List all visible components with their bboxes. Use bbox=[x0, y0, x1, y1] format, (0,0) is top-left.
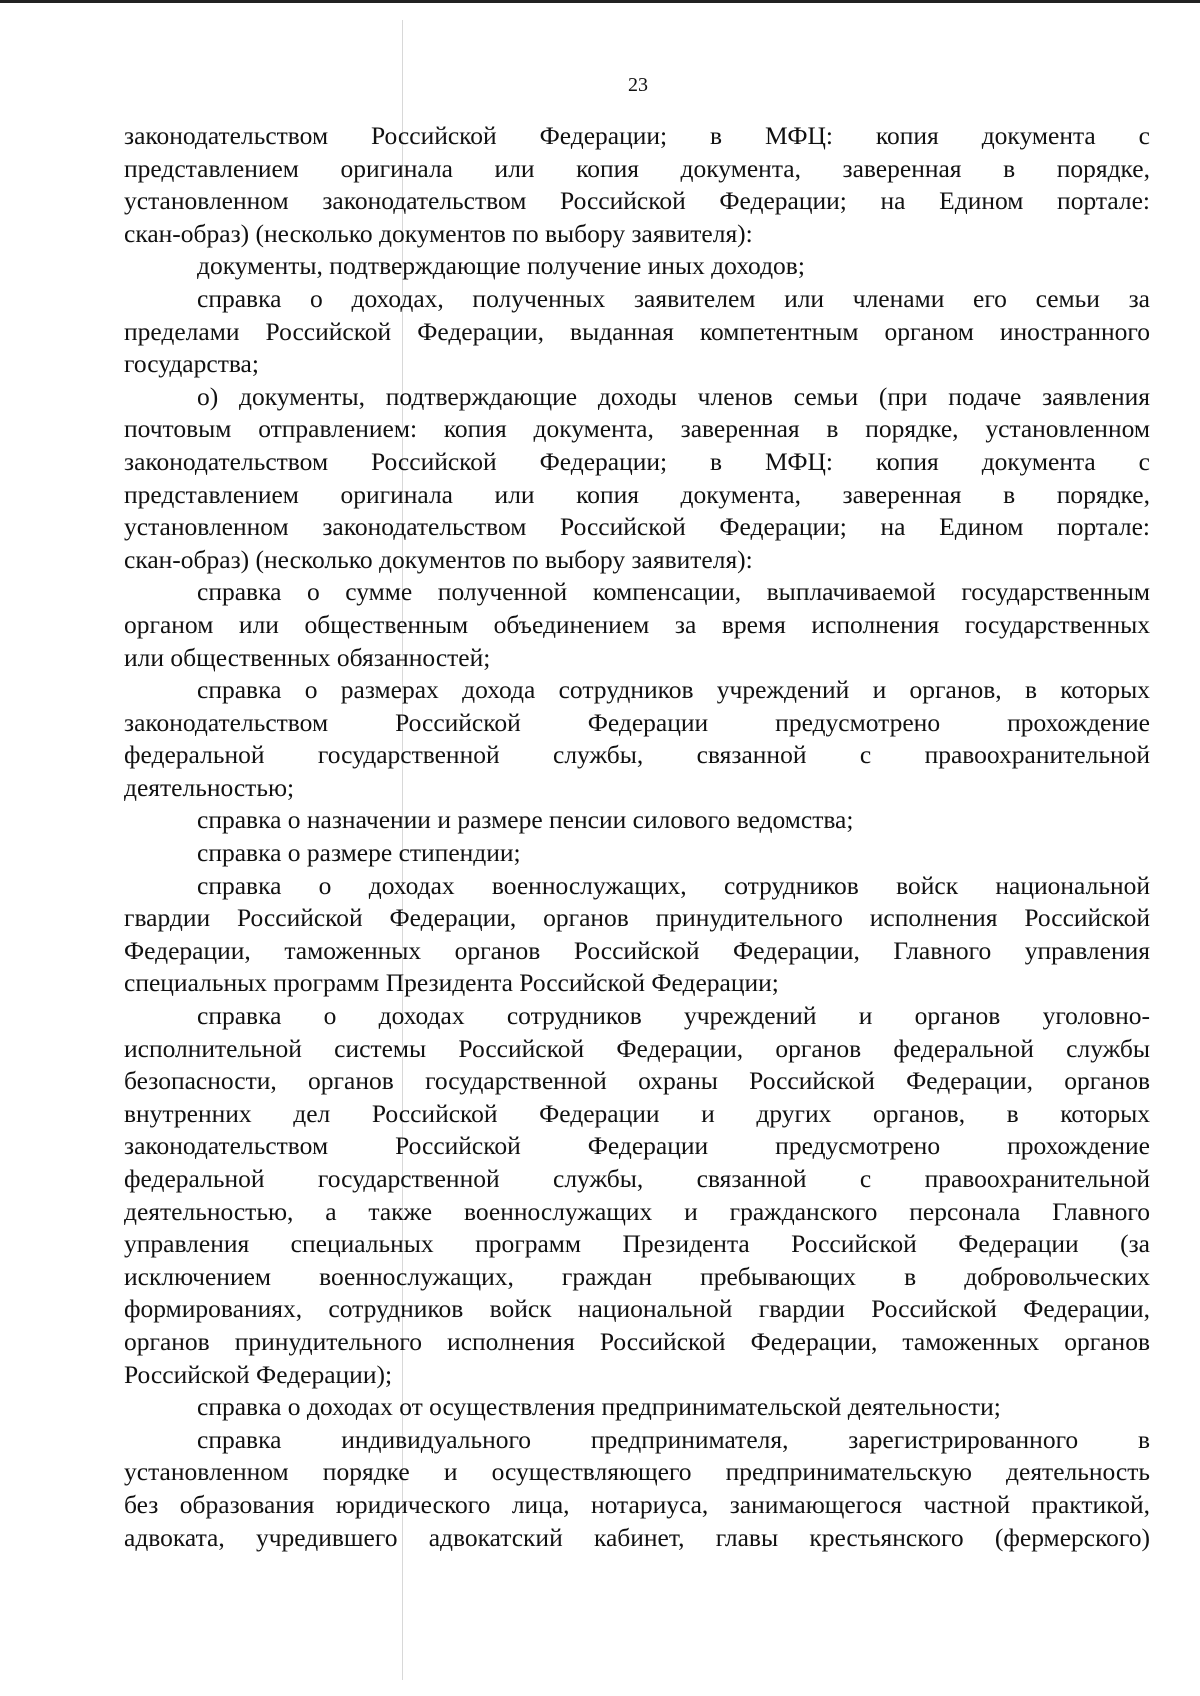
paragraph bbox=[124, 804, 1150, 837]
paragraph bbox=[124, 1424, 1150, 1554]
top-border-rule bbox=[0, 0, 1200, 3]
page-number: 23 bbox=[628, 74, 648, 96]
text-line: формированиях, сотрудников войск национальной гвардии Российской Федерации, bbox=[124, 1294, 1150, 1324]
paragraph bbox=[124, 870, 1150, 1000]
text-line: справка о доходах сотрудников учреждений и органов уголовно- bbox=[197, 1001, 1150, 1031]
paragraph bbox=[124, 576, 1150, 674]
text-line: внутренних дел Российской Федерации и других органов, в которых bbox=[124, 1098, 1150, 1128]
text-line: управления специальных программ Президента Российской Федерации (за bbox=[124, 1229, 1150, 1259]
text-line: исполнительной системы Российской Федерации, органов федеральной службы bbox=[124, 1033, 1150, 1063]
text-line: справка о сумме полученной компенсации, выплачиваемой государственным bbox=[197, 577, 1150, 607]
paragraph bbox=[124, 120, 1150, 250]
text-line: без образования юридического лица, нотариуса, занимающегося частной практикой, bbox=[124, 1489, 1150, 1519]
text-line: справка о размерах дохода сотрудников учреждений и органов, в которых bbox=[197, 675, 1150, 705]
text-line: представлением оригинала или копия документа, заверенная в порядке, bbox=[124, 479, 1150, 509]
paragraph bbox=[124, 381, 1150, 577]
text-line: скан-образ) (несколько документов по выбору заявителя): bbox=[124, 218, 753, 248]
text-line: гвардии Российской Федерации, органов принудительного исполнения Российской bbox=[124, 903, 1150, 933]
text-line: пределами Российской Федерации, выданная компетентным органом иностранного bbox=[124, 316, 1150, 346]
text-line: органом или общественным объединением за время исполнения государственных bbox=[124, 609, 1150, 639]
paragraph bbox=[124, 837, 1150, 870]
text-line: почтовым отправлением: копия документа, заверенная в порядке, установленном bbox=[124, 414, 1150, 444]
text-line: деятельностью, а также военнослужащих и гражданского персонала Главного bbox=[124, 1196, 1150, 1226]
paragraph bbox=[124, 1391, 1150, 1424]
text-line: установленном порядке и осуществляющего предпринимательскую деятельность bbox=[124, 1457, 1150, 1487]
text-line: установленном законодательством Российской Федерации; на Едином портале: bbox=[124, 186, 1150, 216]
text-line: специальных программ Президента Российской Федерации; bbox=[124, 968, 779, 998]
text-line: или общественных обязанностей; bbox=[124, 642, 491, 672]
text-line: федеральной государственной службы, связанной с правоохранительной bbox=[124, 1164, 1150, 1193]
text-line: законодательством Российской Федерации предусмотрено прохождение bbox=[124, 707, 1150, 737]
text-line: скан-образ) (несколько документов по выбору заявителя): bbox=[124, 544, 753, 574]
paragraph bbox=[124, 674, 1150, 804]
text-line: Российской Федерации); bbox=[124, 1359, 393, 1389]
text-line: законодательством Российской Федерации; в МФЦ: копия документа с bbox=[124, 121, 1150, 150]
text-line: безопасности, органов государственной охраны Российской Федерации, органов bbox=[124, 1066, 1150, 1096]
text-line: законодательством Российской Федерации предусмотрено прохождение bbox=[124, 1131, 1150, 1161]
text-line: Федерации, таможенных органов Российской Федерации, Главного управления bbox=[124, 935, 1150, 965]
text-line: справка о назначении и размере пенсии силового ведомства; bbox=[197, 805, 854, 835]
text-line: справка о размере стипендии; bbox=[197, 838, 521, 868]
text-line: государства; bbox=[124, 349, 259, 379]
text-line: установленном законодательством Российской Федерации; на Едином портале: bbox=[124, 512, 1150, 542]
paragraph bbox=[124, 283, 1150, 381]
text-line: федеральной государственной службы, связанной с правоохранительной bbox=[124, 740, 1150, 770]
text-line: исключением военнослужащих, граждан пребывающих в добровольческих bbox=[124, 1261, 1150, 1291]
paragraph bbox=[124, 250, 1150, 283]
text-line: справка о доходах от осуществления предпринимательской деятельности; bbox=[197, 1392, 1001, 1422]
text-line: деятельностью; bbox=[124, 772, 295, 802]
text-line: документы, подтверждающие получение иных доходов; bbox=[197, 251, 805, 281]
text-line: о) документы, подтверждающие доходы членов семьи (при подаче заявления bbox=[197, 381, 1150, 411]
document-body bbox=[124, 120, 1150, 1554]
text-line: представлением оригинала или копия документа, заверенная в порядке, bbox=[124, 153, 1150, 183]
text-line: справка о доходах, полученных заявителем или членами его семьи за bbox=[197, 283, 1150, 313]
text-line: органов принудительного исполнения Российской Федерации, таможенных органов bbox=[124, 1326, 1150, 1356]
text-line: справка о доходах военнослужащих, сотрудников войск национальной bbox=[197, 870, 1150, 900]
text-line: адвоката, учредившего адвокатский кабинет, главы крестьянского (фермерского) bbox=[124, 1522, 1150, 1552]
text-line: справка индивидуального предпринимателя, зарегистрированного в bbox=[197, 1424, 1150, 1454]
text-line: законодательством Российской Федерации; в МФЦ: копия документа с bbox=[124, 446, 1150, 476]
paragraph bbox=[124, 1000, 1150, 1391]
